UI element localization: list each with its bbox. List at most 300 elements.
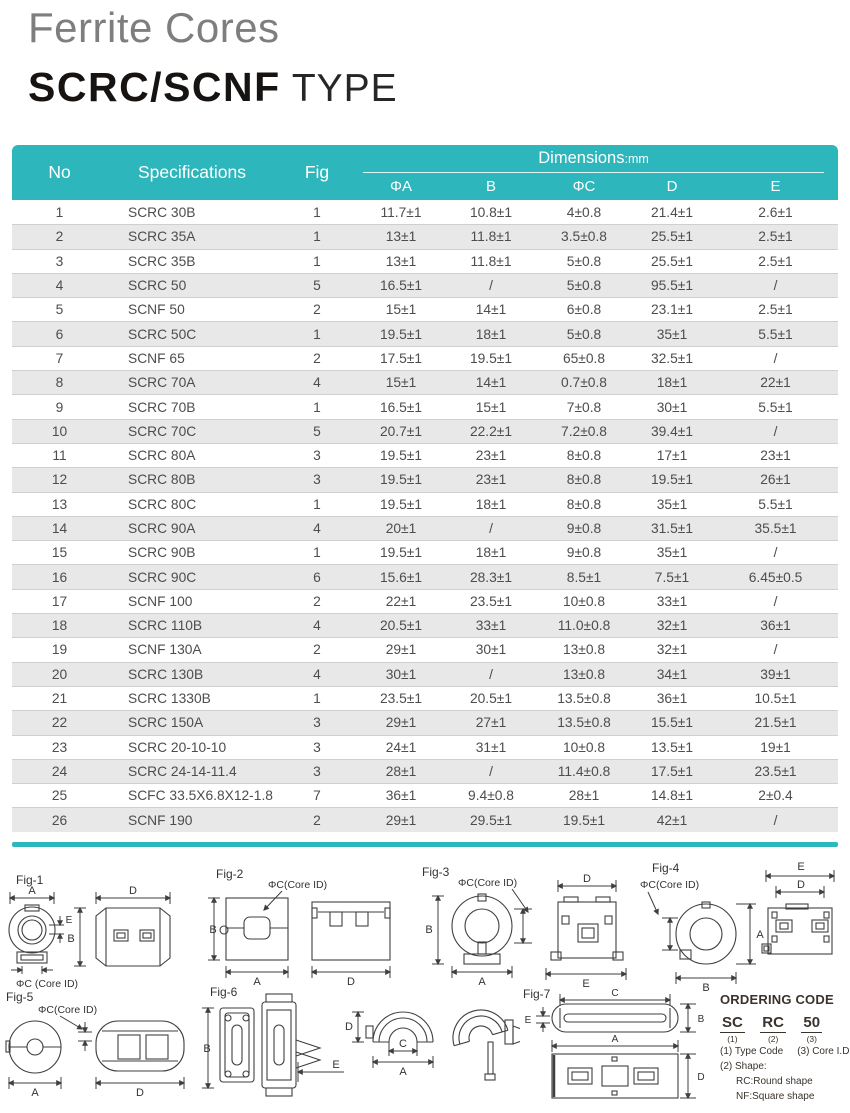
table-cell: 18±1 bbox=[445, 321, 537, 345]
table-cell: SCRC 90C bbox=[107, 564, 277, 588]
table-cell: 22 bbox=[12, 710, 107, 734]
table-cell: SCRC 130B bbox=[107, 662, 277, 686]
figure-5-label: Fig-5 bbox=[6, 990, 34, 1004]
table-cell: 5 bbox=[277, 273, 357, 297]
table-cell: 30±1 bbox=[445, 637, 537, 661]
table-cell: 32±1 bbox=[631, 637, 713, 661]
table-cell: 1 bbox=[277, 224, 357, 248]
table-cell: 11 bbox=[12, 443, 107, 467]
table-cell: / bbox=[713, 346, 838, 370]
table-cell: 5.5±1 bbox=[713, 321, 838, 345]
table-cell: 18±1 bbox=[445, 540, 537, 564]
table-cell: 4±0.8 bbox=[537, 200, 631, 224]
table-cell: 11.7±1 bbox=[357, 200, 445, 224]
table-row bbox=[12, 564, 838, 588]
table-cell: 6.45±0.5 bbox=[713, 564, 838, 588]
table-cell: 6 bbox=[12, 321, 107, 345]
fig4-dim-d-label: D bbox=[797, 879, 805, 891]
fig3-dim-e-label: E bbox=[582, 978, 590, 990]
fig1-dim-a-label: A bbox=[28, 885, 36, 897]
table-cell: 19 bbox=[12, 637, 107, 661]
ordering-code-part-1 bbox=[720, 1014, 745, 1044]
dimensions-label: Dimensions bbox=[538, 149, 625, 167]
table-cell: 11.0±0.8 bbox=[537, 613, 631, 637]
table-cell: 19.5±1 bbox=[631, 467, 713, 491]
table-cell: SCRC 30B bbox=[107, 200, 277, 224]
table-cell: 9±0.8 bbox=[537, 516, 631, 540]
table-row bbox=[12, 492, 838, 516]
table-cell: 3.5±0.8 bbox=[537, 224, 631, 248]
fig6-arch-view bbox=[352, 1003, 520, 1080]
table-cell: 8.5±1 bbox=[537, 564, 631, 588]
col-header-e: E bbox=[713, 173, 838, 200]
table-cell: SCRC 35B bbox=[107, 249, 277, 273]
table-cell: / bbox=[445, 759, 537, 783]
figure-3-label: Fig-3 bbox=[422, 865, 450, 879]
table-cell: 14±1 bbox=[445, 370, 537, 394]
table-cell: 14 bbox=[12, 516, 107, 540]
ordering-code-block bbox=[720, 992, 850, 1104]
table-cell: 3 bbox=[277, 467, 357, 491]
table-cell: 23±1 bbox=[445, 443, 537, 467]
code-rc: RC bbox=[762, 1014, 784, 1031]
figure-6-label: Fig-6 bbox=[210, 985, 238, 999]
table-row bbox=[12, 613, 838, 637]
table-cell: 17±1 bbox=[631, 443, 713, 467]
table-cell: SCNF 50 bbox=[107, 297, 277, 321]
fig2-dim-d-label: D bbox=[347, 976, 355, 988]
table-cell: 6 bbox=[277, 564, 357, 588]
table-cell: 10.5±1 bbox=[713, 686, 838, 710]
table-cell: 15±1 bbox=[357, 297, 445, 321]
table-cell: 14±1 bbox=[445, 297, 537, 321]
table-cell: 22±1 bbox=[713, 370, 838, 394]
table-cell: 24±1 bbox=[357, 735, 445, 759]
table-cell: 32.5±1 bbox=[631, 346, 713, 370]
table-row bbox=[12, 662, 838, 686]
table-cell: 20 bbox=[12, 662, 107, 686]
fig4-dim-a-label: A bbox=[756, 929, 764, 941]
table-cell: 19.5±1 bbox=[357, 321, 445, 345]
table-cell: 22.2±1 bbox=[445, 419, 537, 443]
table-cell: 4 bbox=[12, 273, 107, 297]
fig2-front-view bbox=[208, 891, 288, 978]
table-cell: 23±1 bbox=[445, 467, 537, 491]
table-cell: / bbox=[445, 273, 537, 297]
table-row bbox=[12, 321, 838, 345]
type-suffix: TYPE bbox=[280, 67, 398, 110]
table-cell: 21.4±1 bbox=[631, 200, 713, 224]
table-cell: 9.4±0.8 bbox=[445, 783, 537, 807]
table-cell: 39±1 bbox=[713, 662, 838, 686]
col-header-fig: Fig bbox=[277, 145, 357, 200]
table-cell: 7.2±0.8 bbox=[537, 419, 631, 443]
figure-6-drawing bbox=[198, 980, 520, 1113]
figure-7-label: Fig-7 bbox=[523, 987, 551, 1001]
teal-divider-bar bbox=[12, 842, 838, 847]
table-cell: 3 bbox=[277, 759, 357, 783]
table-row bbox=[12, 419, 838, 443]
table-cell: 20.7±1 bbox=[357, 419, 445, 443]
table-row bbox=[12, 807, 838, 831]
table-cell: 2.5±1 bbox=[713, 297, 838, 321]
fig5-front-view bbox=[6, 1021, 61, 1089]
table-cell: 17 bbox=[12, 589, 107, 613]
table-row bbox=[12, 249, 838, 273]
spec-table-body bbox=[12, 200, 838, 832]
figure-5-drawing bbox=[2, 985, 198, 1109]
ordering-code-part-2 bbox=[760, 1014, 786, 1044]
table-row bbox=[12, 637, 838, 661]
table-cell: 2 bbox=[277, 637, 357, 661]
type-code-note: (1) Type Code bbox=[720, 1046, 784, 1057]
table-cell: 18 bbox=[12, 613, 107, 637]
table-cell: 28±1 bbox=[357, 759, 445, 783]
table-cell: 19.5±1 bbox=[357, 443, 445, 467]
fig4-dim-e-label: E bbox=[797, 861, 805, 873]
table-row bbox=[12, 686, 838, 710]
fig1-dim-e-label: E bbox=[65, 915, 73, 926]
ordering-code-title: ORDERING CODE bbox=[720, 992, 834, 1007]
fig7-dim-b-label: B bbox=[697, 1014, 705, 1025]
table-cell: 8±0.8 bbox=[537, 492, 631, 516]
table-cell: 8±0.8 bbox=[537, 467, 631, 491]
table-cell: 29±1 bbox=[357, 710, 445, 734]
table-cell: 23.5±1 bbox=[445, 589, 537, 613]
table-cell: 2 bbox=[277, 346, 357, 370]
table-cell: 23±1 bbox=[713, 443, 838, 467]
table-cell: 39.4±1 bbox=[631, 419, 713, 443]
table-row bbox=[12, 443, 838, 467]
table-cell: 20.5±1 bbox=[445, 686, 537, 710]
table-cell: 28±1 bbox=[537, 783, 631, 807]
table-row bbox=[12, 540, 838, 564]
col-header-specifications: Specifications bbox=[107, 145, 277, 200]
table-cell: 5±0.8 bbox=[537, 321, 631, 345]
table-cell: SCNF 130A bbox=[107, 637, 277, 661]
table-cell: 5 bbox=[277, 419, 357, 443]
table-cell: SCRC 50 bbox=[107, 273, 277, 297]
table-cell: 7 bbox=[12, 346, 107, 370]
fig2-dim-a-label: A bbox=[253, 976, 261, 988]
table-cell: 7±0.8 bbox=[537, 394, 631, 418]
table-row bbox=[12, 394, 838, 418]
table-cell: 1 bbox=[277, 540, 357, 564]
table-cell: 42±1 bbox=[631, 807, 713, 831]
fig3-front-view bbox=[432, 889, 532, 978]
figure-7-drawing bbox=[518, 986, 718, 1110]
ordering-line-nf: NF:Square shape bbox=[736, 1091, 815, 1102]
table-cell: 19±1 bbox=[713, 735, 838, 759]
code-num-3: (3) bbox=[806, 1034, 817, 1044]
table-cell: SCRC 70B bbox=[107, 394, 277, 418]
figure-4-drawing bbox=[632, 850, 848, 992]
table-cell: 10 bbox=[12, 419, 107, 443]
table-cell: 1 bbox=[277, 321, 357, 345]
table-cell: 2 bbox=[277, 807, 357, 831]
table-cell: 4 bbox=[277, 370, 357, 394]
fig4-core-id-label: ΦC(Core ID) bbox=[640, 879, 700, 891]
table-cell: SCRC 90A bbox=[107, 516, 277, 540]
col-header-phi-a: ΦA bbox=[357, 173, 445, 200]
table-cell: SCNF 65 bbox=[107, 346, 277, 370]
fig6-dim-b-label: B bbox=[203, 1043, 211, 1055]
table-cell: 1 bbox=[277, 200, 357, 224]
table-cell: 17.5±1 bbox=[357, 346, 445, 370]
table-cell: 36±1 bbox=[713, 613, 838, 637]
table-row bbox=[12, 224, 838, 248]
table-cell: 17.5±1 bbox=[631, 759, 713, 783]
table-cell: 25.5±1 bbox=[631, 224, 713, 248]
table-cell: 13.5±1 bbox=[631, 735, 713, 759]
table-cell: 28.3±1 bbox=[445, 564, 537, 588]
table-cell: 2±0.4 bbox=[713, 783, 838, 807]
table-cell: / bbox=[713, 589, 838, 613]
table-cell: 16.5±1 bbox=[357, 394, 445, 418]
table-cell: 1 bbox=[277, 249, 357, 273]
table-cell: / bbox=[445, 516, 537, 540]
table-row bbox=[12, 297, 838, 321]
table-row bbox=[12, 589, 838, 613]
table-cell: 11.4±0.8 bbox=[537, 759, 631, 783]
fig2-side-view bbox=[312, 902, 390, 978]
fig5-dim-a-label: A bbox=[31, 1087, 39, 1099]
table-cell: 1 bbox=[277, 492, 357, 516]
fig7-dim-a-label: A bbox=[611, 1034, 619, 1045]
table-cell: SCNF 100 bbox=[107, 589, 277, 613]
table-cell: 19.5±1 bbox=[445, 346, 537, 370]
table-cell: 18±1 bbox=[445, 492, 537, 516]
col-header-d: D bbox=[631, 173, 713, 200]
table-cell: 26±1 bbox=[713, 467, 838, 491]
code-num-2: (2) bbox=[767, 1034, 779, 1044]
table-cell: 23.1±1 bbox=[631, 297, 713, 321]
spec-table-header bbox=[12, 145, 838, 200]
table-cell: 10±0.8 bbox=[537, 735, 631, 759]
table-cell: 36±1 bbox=[357, 783, 445, 807]
table-cell: 29.5±1 bbox=[445, 807, 537, 831]
table-row bbox=[12, 200, 838, 224]
table-cell: 0.7±0.8 bbox=[537, 370, 631, 394]
table-cell: 19.5±1 bbox=[357, 492, 445, 516]
table-cell: 13±1 bbox=[357, 249, 445, 273]
table-cell: 23.5±1 bbox=[357, 686, 445, 710]
figure-4-label: Fig-4 bbox=[652, 861, 680, 875]
table-cell: 26 bbox=[12, 807, 107, 831]
table-cell: 95.5±1 bbox=[631, 273, 713, 297]
ordering-line-rc: RC:Round shape bbox=[736, 1076, 813, 1087]
table-cell: 24 bbox=[12, 759, 107, 783]
col-header-phi-c: ΦC bbox=[537, 173, 631, 200]
table-cell: 35±1 bbox=[631, 540, 713, 564]
table-cell: 13.5±0.8 bbox=[537, 710, 631, 734]
table-cell: 35±1 bbox=[631, 492, 713, 516]
fig1-front-view bbox=[9, 892, 64, 974]
table-row bbox=[12, 346, 838, 370]
table-cell: 27±1 bbox=[445, 710, 537, 734]
code-50: 50 bbox=[803, 1014, 821, 1031]
table-cell: 16 bbox=[12, 564, 107, 588]
table-cell: SCRC 80B bbox=[107, 467, 277, 491]
table-cell: SCRC 110B bbox=[107, 613, 277, 637]
table-cell: 31±1 bbox=[445, 735, 537, 759]
table-cell: 25.5±1 bbox=[631, 249, 713, 273]
table-cell: 2.5±1 bbox=[713, 249, 838, 273]
fig3-dim-a-label: A bbox=[478, 976, 486, 988]
table-cell: 7 bbox=[277, 783, 357, 807]
fig5-side-view bbox=[60, 1016, 184, 1089]
table-cell: 29±1 bbox=[357, 637, 445, 661]
table-cell: SCRC 20-10-10 bbox=[107, 735, 277, 759]
fig4-dim-b-label: B bbox=[702, 982, 710, 992]
table-cell: 7.5±1 bbox=[631, 564, 713, 588]
fig3-dim-b-label: B bbox=[425, 924, 433, 936]
table-cell: SCFC 33.5X6.8X12-1.8 bbox=[107, 783, 277, 807]
table-cell: 4 bbox=[277, 613, 357, 637]
table-cell: 2 bbox=[277, 297, 357, 321]
page-subtitle bbox=[28, 64, 398, 111]
table-cell: / bbox=[713, 807, 838, 831]
table-cell: SCRC 80C bbox=[107, 492, 277, 516]
col-header-b: B bbox=[445, 173, 537, 200]
table-cell: 5.5±1 bbox=[713, 394, 838, 418]
fig4-front-view bbox=[648, 892, 756, 984]
table-cell: 33±1 bbox=[445, 613, 537, 637]
table-cell: 16.5±1 bbox=[357, 273, 445, 297]
table-cell: 10±0.8 bbox=[537, 589, 631, 613]
table-cell: 13±1 bbox=[357, 224, 445, 248]
fig5-dim-d-label: D bbox=[136, 1087, 144, 1099]
col-header-dimensions bbox=[357, 145, 838, 173]
fig2-core-id-label: ΦC(Core ID) bbox=[268, 879, 328, 891]
table-cell: 20±1 bbox=[357, 516, 445, 540]
table-row bbox=[12, 735, 838, 759]
table-cell: 3 bbox=[277, 710, 357, 734]
fig6-dim-c-label: C bbox=[399, 1038, 407, 1050]
table-cell: 13±0.8 bbox=[537, 662, 631, 686]
table-cell: 5±0.8 bbox=[537, 273, 631, 297]
table-cell: 30±1 bbox=[631, 394, 713, 418]
table-cell: 9 bbox=[12, 394, 107, 418]
table-cell: SCRC 1330B bbox=[107, 686, 277, 710]
table-cell: 35±1 bbox=[631, 321, 713, 345]
table-row bbox=[12, 467, 838, 491]
table-cell: 33±1 bbox=[631, 589, 713, 613]
table-cell: / bbox=[713, 273, 838, 297]
table-cell: 36±1 bbox=[631, 686, 713, 710]
table-cell: 15.5±1 bbox=[631, 710, 713, 734]
table-cell: 5.5±1 bbox=[713, 492, 838, 516]
table-cell: 31.5±1 bbox=[631, 516, 713, 540]
table-cell: 30±1 bbox=[357, 662, 445, 686]
table-cell: SCRC 70A bbox=[107, 370, 277, 394]
table-cell: 19.5±1 bbox=[357, 467, 445, 491]
table-row bbox=[12, 759, 838, 783]
table-cell: / bbox=[713, 540, 838, 564]
page-title: Ferrite Cores bbox=[28, 4, 280, 51]
table-cell: 4 bbox=[277, 662, 357, 686]
table-cell: 32±1 bbox=[631, 613, 713, 637]
table-cell: 15.6±1 bbox=[357, 564, 445, 588]
table-cell: 12 bbox=[12, 467, 107, 491]
fig6-clip-assembly-view bbox=[202, 994, 344, 1096]
fig7-bottom-view bbox=[552, 1040, 696, 1098]
table-cell: 21 bbox=[12, 686, 107, 710]
table-cell: SCRC 80A bbox=[107, 443, 277, 467]
table-cell: SCRC 70C bbox=[107, 419, 277, 443]
ordering-code-part-3 bbox=[801, 1014, 822, 1044]
table-cell: 19.5±1 bbox=[537, 807, 631, 831]
table-cell: 8 bbox=[12, 370, 107, 394]
table-cell: SCRC 35A bbox=[107, 224, 277, 248]
table-row bbox=[12, 273, 838, 297]
table-cell: 25 bbox=[12, 783, 107, 807]
table-cell: 3 bbox=[12, 249, 107, 273]
fig1-side-view bbox=[74, 892, 170, 966]
table-cell: 14.8±1 bbox=[631, 783, 713, 807]
table-cell: SCRC 24-14-11.4 bbox=[107, 759, 277, 783]
table-row bbox=[12, 783, 838, 807]
table-cell: / bbox=[445, 662, 537, 686]
table-cell: 35.5±1 bbox=[713, 516, 838, 540]
table-cell: 23 bbox=[12, 735, 107, 759]
table-cell: 2 bbox=[277, 589, 357, 613]
table-cell: / bbox=[713, 419, 838, 443]
table-row bbox=[12, 370, 838, 394]
spec-table bbox=[12, 145, 838, 832]
table-cell: 10.8±1 bbox=[445, 200, 537, 224]
fig5-core-id-label: ΦC(Core ID) bbox=[38, 1004, 98, 1016]
table-cell: 1 bbox=[12, 200, 107, 224]
table-cell: 3 bbox=[277, 443, 357, 467]
table-cell: 4 bbox=[277, 516, 357, 540]
fig7-dim-c-label: C bbox=[611, 988, 619, 999]
ordering-line-shape: (2) Shape: bbox=[720, 1061, 767, 1072]
fig1-dim-b-label: B bbox=[67, 933, 75, 945]
table-cell: 1 bbox=[277, 686, 357, 710]
figure-3-drawing bbox=[412, 856, 632, 990]
table-cell: 3 bbox=[277, 735, 357, 759]
table-cell: SCRC 90B bbox=[107, 540, 277, 564]
table-cell: SCRC 150A bbox=[107, 710, 277, 734]
table-cell: 21.5±1 bbox=[713, 710, 838, 734]
figure-1-label: Fig-1 bbox=[16, 873, 44, 887]
fig1-core-id-label: ΦC (Core ID) bbox=[16, 978, 79, 990]
table-cell: 22±1 bbox=[357, 589, 445, 613]
table-row bbox=[12, 516, 838, 540]
table-cell: 2.6±1 bbox=[713, 200, 838, 224]
table-cell: 15±1 bbox=[445, 394, 537, 418]
fig3-dim-d-label: D bbox=[583, 873, 591, 885]
col-header-no: No bbox=[12, 145, 107, 200]
table-cell: 9±0.8 bbox=[537, 540, 631, 564]
table-cell: 65±0.8 bbox=[537, 346, 631, 370]
table-cell: 11.8±1 bbox=[445, 224, 537, 248]
table-cell: 8±0.8 bbox=[537, 443, 631, 467]
fig7-dim-e-label: E bbox=[524, 1015, 532, 1026]
table-cell: 2 bbox=[12, 224, 107, 248]
table-cell: 6±0.8 bbox=[537, 297, 631, 321]
figure-2-drawing bbox=[204, 858, 400, 990]
fig7-top-view bbox=[536, 994, 696, 1032]
table-cell: 15 bbox=[12, 540, 107, 564]
figure-2-label: Fig-2 bbox=[216, 867, 244, 881]
core-id-note: (3) Core I.D bbox=[797, 1046, 850, 1057]
table-cell: 13 bbox=[12, 492, 107, 516]
table-cell: 13±0.8 bbox=[537, 637, 631, 661]
table-cell: 23.5±1 bbox=[713, 759, 838, 783]
fig2-dim-b-label: B bbox=[209, 924, 217, 936]
